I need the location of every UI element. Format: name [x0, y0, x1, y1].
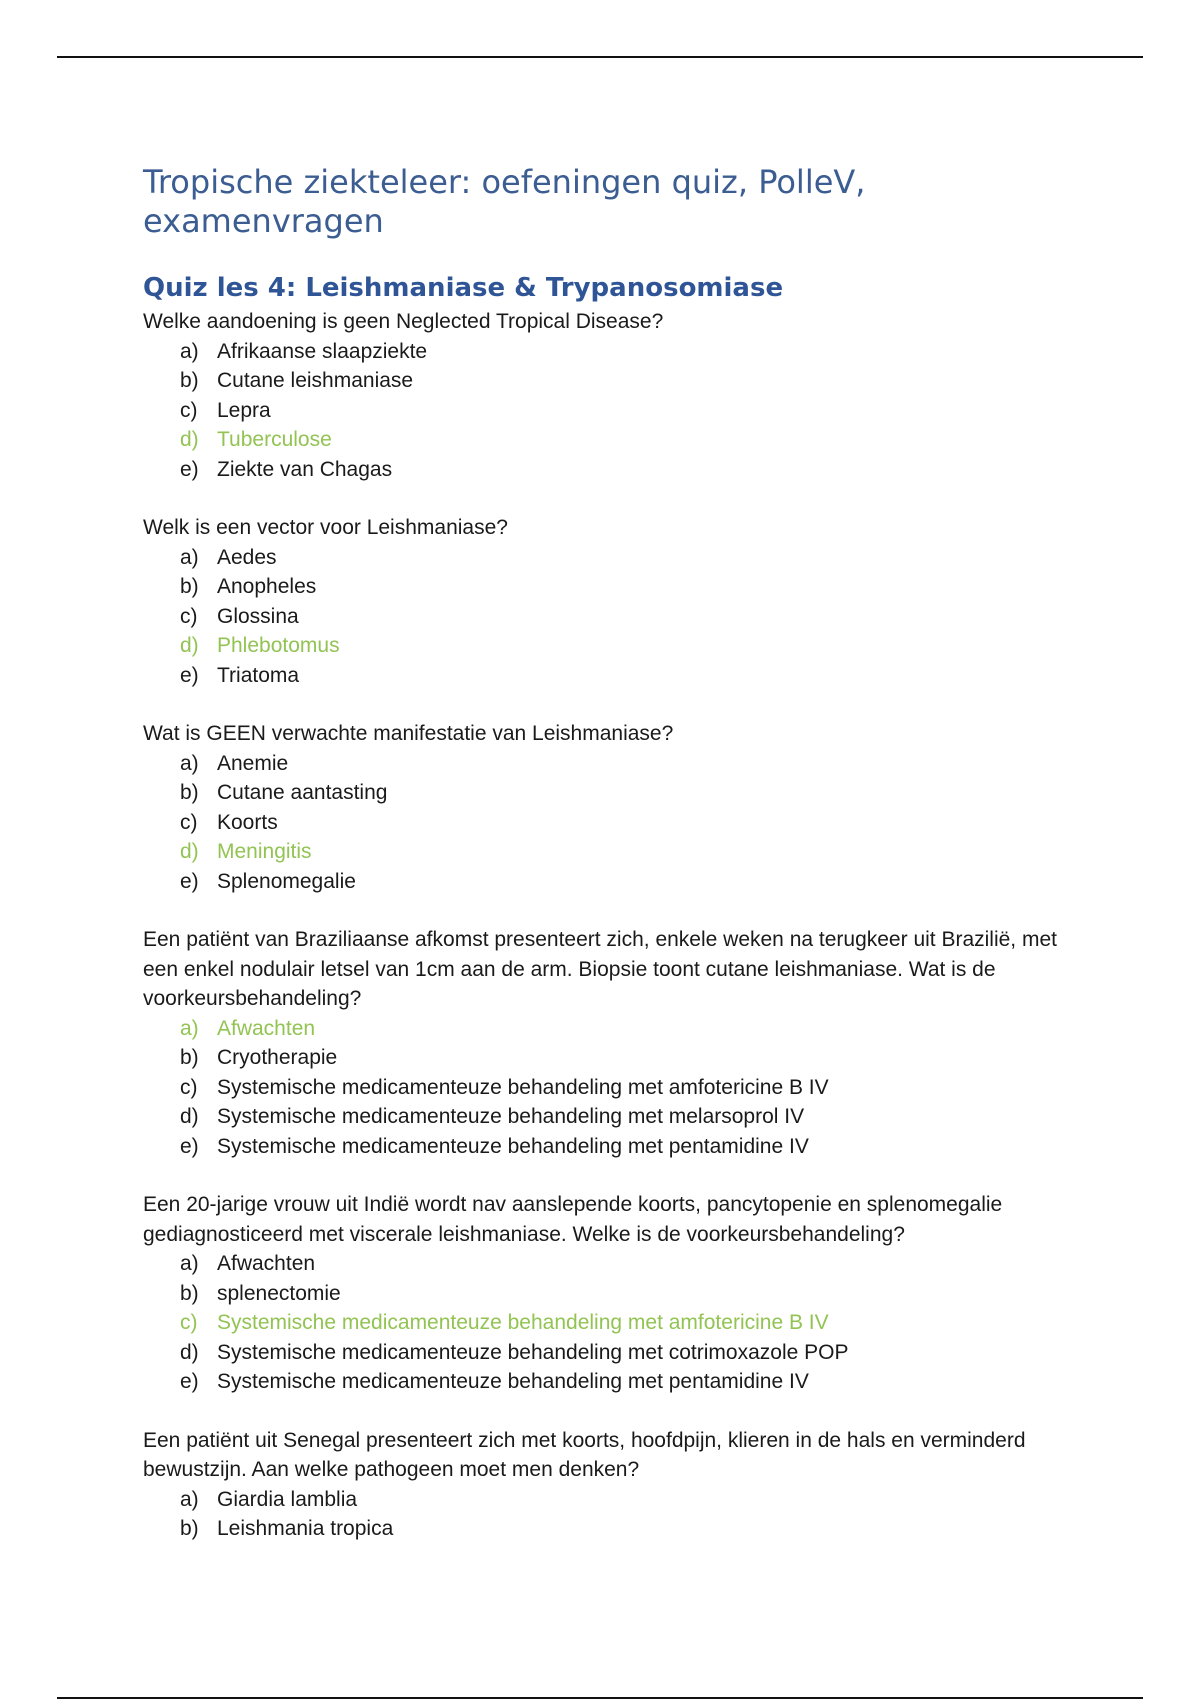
- option-text: Systemische medicamenteuze behandeling met amfotericine B IV: [217, 1075, 829, 1099]
- option-letter: c): [180, 604, 198, 628]
- option-text: Systemische medicamenteuze behandeling met amfotericine B IV: [217, 1311, 829, 1334]
- answer-option: [143, 1485, 1063, 1515]
- option-text: Anemie: [217, 751, 289, 775]
- option-letter: d): [180, 840, 199, 863]
- option-text: Tuberculose: [217, 428, 332, 451]
- option-text: Koorts: [217, 810, 278, 834]
- document-page: [143, 163, 1063, 1544]
- answer-option: [143, 396, 1063, 426]
- option-text: Afwachten: [217, 1252, 316, 1275]
- document-title: Tropische ziekteleer: oefeningen quiz, PolleV, examenvragen: [143, 163, 866, 240]
- option-letter: a): [180, 339, 199, 363]
- option-letter: c): [180, 1311, 198, 1334]
- section-title: Quiz les 4: Leishmaniase & Trypanosomiase: [143, 273, 784, 303]
- option-text: Aedes: [217, 545, 277, 569]
- option-letter: b): [180, 1517, 199, 1540]
- answer-option: [143, 778, 1063, 808]
- option-text: Leishmania tropica: [217, 1517, 394, 1540]
- option-letter: e): [180, 869, 199, 893]
- answer-option-correct: [143, 1308, 1063, 1338]
- answer-option: [143, 1249, 1063, 1279]
- option-text: Cutane aantasting: [217, 781, 388, 804]
- question-text: Welke aandoening is geen Neglected Tropical Disease?: [143, 310, 664, 333]
- question-block: [143, 1426, 1063, 1544]
- option-text: Systemische medicamenteuze behandeling met pentamidine IV: [217, 1370, 809, 1393]
- option-letter: a): [180, 1487, 199, 1511]
- option-text: Glossina: [217, 604, 299, 628]
- option-letter: e): [180, 1134, 199, 1158]
- answer-option: [143, 749, 1063, 779]
- option-text: Cutane leishmaniase: [217, 369, 414, 392]
- option-letter: a): [180, 751, 199, 775]
- option-text: Cryotherapie: [217, 1046, 338, 1069]
- option-text: Afwachten: [217, 1016, 316, 1040]
- question-list: [143, 307, 1063, 1544]
- answer-option: [143, 1338, 1063, 1368]
- option-letter: e): [180, 1370, 199, 1393]
- option-letter: e): [180, 663, 199, 687]
- footer-rule: [57, 1697, 1143, 1699]
- option-letter: d): [180, 1105, 199, 1128]
- answer-option: [143, 1367, 1063, 1397]
- option-text: Afrikaanse slaapziekte: [217, 339, 428, 363]
- answer-options: [143, 1014, 1063, 1162]
- answer-option: [143, 1132, 1063, 1162]
- question-block: [143, 925, 1063, 1161]
- option-letter: d): [180, 1340, 199, 1364]
- option-text: Phlebotomus: [217, 634, 340, 657]
- header-rule: [57, 56, 1143, 58]
- answer-option: [143, 1102, 1063, 1132]
- question-text: Een 20-jarige vrouw uit Indië wordt nav aanslepende koorts, pancytopenie en splenomegalie gediagnosticeerd met viscerale leishmaniase. Welke is de voorkeursbehandeling?: [143, 1193, 1003, 1246]
- answer-options: [143, 749, 1063, 897]
- answer-option: [143, 366, 1063, 396]
- answer-option: [143, 572, 1063, 602]
- option-letter: b): [180, 1281, 199, 1305]
- option-text: Giardia lamblia: [217, 1487, 358, 1511]
- option-text: Systemische medicamenteuze behandeling met cotrimoxazole POP: [217, 1340, 849, 1364]
- option-letter: a): [180, 1252, 199, 1275]
- option-text: Splenomegalie: [217, 869, 356, 893]
- question-text: Wat is GEEN verwachte manifestatie van Leishmaniase?: [143, 722, 674, 745]
- answer-options: [143, 337, 1063, 485]
- option-text: Meningitis: [217, 840, 312, 863]
- option-text: Lepra: [217, 398, 271, 422]
- option-text: Systemische medicamenteuze behandeling met pentamidine IV: [217, 1134, 809, 1158]
- question-block: [143, 513, 1063, 690]
- option-letter: d): [180, 634, 199, 657]
- option-letter: c): [180, 810, 198, 834]
- answer-option: [143, 1073, 1063, 1103]
- question-block: [143, 307, 1063, 484]
- answer-option: [143, 1043, 1063, 1073]
- answer-options: [143, 1485, 1063, 1544]
- answer-options: [143, 543, 1063, 691]
- question-text: Een patiënt uit Senegal presenteert zich met koorts, hoofdpijn, klieren in de hals en verminderd bewustzijn. Aan welke pathogeen moet men denken?: [143, 1428, 1026, 1481]
- option-text: splenectomie: [217, 1281, 341, 1305]
- option-letter: b): [180, 1046, 199, 1069]
- option-letter: c): [180, 398, 198, 422]
- answer-option: [143, 808, 1063, 838]
- question-text: Welk is een vector voor Leishmaniase?: [143, 516, 508, 539]
- answer-option: [143, 1279, 1063, 1309]
- answer-option: [143, 661, 1063, 691]
- option-text: Anopheles: [217, 575, 317, 598]
- answer-option: [143, 337, 1063, 367]
- answer-option: [143, 867, 1063, 897]
- option-text: Systemische medicamenteuze behandeling met melarsoprol IV: [217, 1105, 805, 1128]
- answer-option-correct: [143, 1014, 1063, 1044]
- option-text: Ziekte van Chagas: [217, 457, 393, 481]
- option-letter: c): [180, 1075, 198, 1099]
- option-text: Triatoma: [217, 663, 300, 687]
- question-block: [143, 719, 1063, 896]
- answer-option: [143, 543, 1063, 573]
- option-letter: e): [180, 457, 199, 481]
- question-block: [143, 1190, 1063, 1397]
- answer-option: [143, 602, 1063, 632]
- question-text: Een patiënt van Braziliaanse afkomst presenteert zich, enkele weken na terugkeer uit Brazilië, met een enkel nodulair letsel van 1cm aan de arm. Biopsie toont cutane leishmaniase. Wat is de voorkeursbehandeling?: [143, 928, 1057, 1010]
- option-letter: b): [180, 781, 199, 804]
- option-letter: a): [180, 545, 199, 569]
- answer-options: [143, 1249, 1063, 1397]
- option-letter: b): [180, 369, 199, 392]
- answer-option-correct: [143, 425, 1063, 455]
- option-letter: a): [180, 1016, 199, 1040]
- option-letter: b): [180, 575, 199, 598]
- option-letter: d): [180, 428, 199, 451]
- answer-option: [143, 455, 1063, 485]
- answer-option-correct: [143, 631, 1063, 661]
- answer-option: [143, 1514, 1063, 1544]
- answer-option-correct: [143, 837, 1063, 867]
